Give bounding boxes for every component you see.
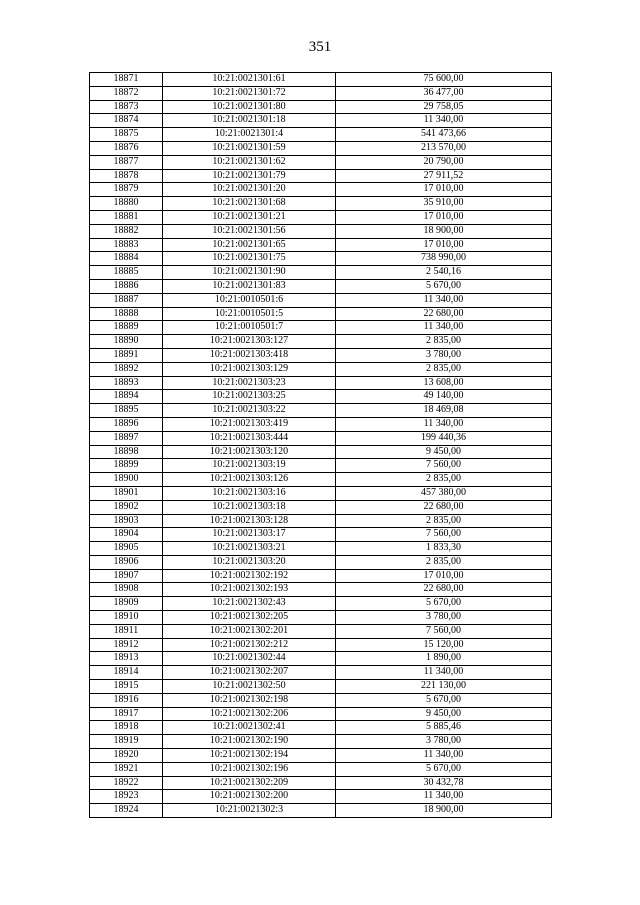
table-row (90, 362, 552, 376)
cadastral-number-cell: 10:21:0021301:65 (163, 238, 336, 252)
row-number-cell: 18890 (90, 335, 163, 349)
row-number-cell: 18910 (90, 611, 163, 625)
table-row (90, 141, 552, 155)
cadastral-number-cell: 10:21:0021303:418 (163, 348, 336, 362)
value-cell: 1 833,30 (336, 542, 552, 556)
cadastral-number-cell: 10:21:0021301:59 (163, 141, 336, 155)
cadastral-number-cell: 10:21:0021303:21 (163, 542, 336, 556)
row-number-cell: 18924 (90, 804, 163, 818)
table-row (90, 335, 552, 349)
value-cell: 3 780,00 (336, 611, 552, 625)
value-cell: 2 540,16 (336, 266, 552, 280)
row-number-cell: 18911 (90, 624, 163, 638)
table-row (90, 486, 552, 500)
cadastral-number-cell: 10:21:0021302:44 (163, 652, 336, 666)
row-number-cell: 18893 (90, 376, 163, 390)
cadastral-number-cell: 10:21:0021302:201 (163, 624, 336, 638)
row-number-cell: 18879 (90, 183, 163, 197)
table-row (90, 293, 552, 307)
cadastral-number-cell: 10:21:0021303:129 (163, 362, 336, 376)
value-cell: 2 835,00 (336, 362, 552, 376)
value-cell: 213 570,00 (336, 141, 552, 155)
row-number-cell: 18905 (90, 542, 163, 556)
row-number-cell: 18903 (90, 514, 163, 528)
table-row (90, 514, 552, 528)
value-cell: 30 432,78 (336, 776, 552, 790)
cadastral-number-cell: 10:21:0021302:196 (163, 762, 336, 776)
cadastral-number-cell: 10:21:0021302:200 (163, 790, 336, 804)
value-cell: 199 440,36 (336, 431, 552, 445)
value-cell: 2 835,00 (336, 555, 552, 569)
cadastral-number-cell: 10:21:0021301:62 (163, 155, 336, 169)
value-cell: 18 469,08 (336, 404, 552, 418)
table-row (90, 252, 552, 266)
value-cell: 36 477,00 (336, 86, 552, 100)
table-row (90, 569, 552, 583)
page-number: 351 (308, 39, 332, 55)
cadastral-number-cell: 10:21:0010501:6 (163, 293, 336, 307)
cadastral-number-cell: 10:21:0021303:444 (163, 431, 336, 445)
table-row (90, 197, 552, 211)
cadastral-number-cell: 10:21:0021303:18 (163, 500, 336, 514)
cadastral-number-cell: 10:21:0021301:21 (163, 210, 336, 224)
cadastral-number-cell: 10:21:0021303:22 (163, 404, 336, 418)
value-cell: 541 473,66 (336, 128, 552, 142)
row-number-cell: 18902 (90, 500, 163, 514)
value-cell: 2 835,00 (336, 514, 552, 528)
value-cell: 5 885,46 (336, 721, 552, 735)
cadastral-number-cell: 10:21:0021303:127 (163, 335, 336, 349)
cadastral-number-cell: 10:21:0021301:68 (163, 197, 336, 211)
table-row (90, 321, 552, 335)
row-number-cell: 18904 (90, 528, 163, 542)
table-row (90, 210, 552, 224)
value-cell: 7 560,00 (336, 624, 552, 638)
value-cell: 9 450,00 (336, 445, 552, 459)
value-cell: 11 340,00 (336, 666, 552, 680)
cadastral-number-cell: 10:21:0021302:50 (163, 680, 336, 694)
value-cell: 457 380,00 (336, 486, 552, 500)
value-cell: 27 911,52 (336, 169, 552, 183)
value-cell: 29 758,05 (336, 100, 552, 114)
table-row (90, 376, 552, 390)
row-number-cell: 18873 (90, 100, 163, 114)
cadastral-number-cell: 10:21:0021301:20 (163, 183, 336, 197)
value-cell: 5 670,00 (336, 762, 552, 776)
row-number-cell: 18917 (90, 707, 163, 721)
table-row (90, 307, 552, 321)
cadastral-number-cell: 10:21:0021303:16 (163, 486, 336, 500)
cadastral-number-cell: 10:21:0021303:19 (163, 459, 336, 473)
row-number-cell: 18892 (90, 362, 163, 376)
value-cell: 9 450,00 (336, 707, 552, 721)
cadastral-number-cell: 10:21:0021302:193 (163, 583, 336, 597)
cadastral-number-cell: 10:21:0021303:17 (163, 528, 336, 542)
value-cell: 738 990,00 (336, 252, 552, 266)
row-number-cell: 18900 (90, 473, 163, 487)
cadastral-number-cell: 10:21:0021301:56 (163, 224, 336, 238)
row-number-cell: 18921 (90, 762, 163, 776)
value-cell: 5 670,00 (336, 279, 552, 293)
cadastral-number-cell: 10:21:0021301:90 (163, 266, 336, 280)
table-row (90, 348, 552, 362)
row-number-cell: 18895 (90, 404, 163, 418)
row-number-cell: 18886 (90, 279, 163, 293)
row-number-cell: 18871 (90, 73, 163, 87)
table-row (90, 459, 552, 473)
table-row (90, 86, 552, 100)
value-cell: 20 790,00 (336, 155, 552, 169)
table-row (90, 776, 552, 790)
row-number-cell: 18908 (90, 583, 163, 597)
table-row (90, 183, 552, 197)
cadastral-number-cell: 10:21:0021301:75 (163, 252, 336, 266)
cadastral-number-cell: 10:21:0021302:190 (163, 735, 336, 749)
row-number-cell: 18909 (90, 597, 163, 611)
value-cell: 11 340,00 (336, 790, 552, 804)
cadastral-number-cell: 10:21:0021302:205 (163, 611, 336, 625)
table-row (90, 114, 552, 128)
value-cell: 5 670,00 (336, 693, 552, 707)
cadastral-number-cell: 10:21:0021302:207 (163, 666, 336, 680)
table-row (90, 652, 552, 666)
cadastral-number-cell: 10:21:0021303:20 (163, 555, 336, 569)
registry-table-body (90, 73, 552, 818)
cadastral-number-cell: 10:21:0021302:198 (163, 693, 336, 707)
table-row (90, 583, 552, 597)
value-cell: 2 835,00 (336, 473, 552, 487)
row-number-cell: 18913 (90, 652, 163, 666)
row-number-cell: 18889 (90, 321, 163, 335)
value-cell: 17 010,00 (336, 183, 552, 197)
table-row (90, 500, 552, 514)
row-number-cell: 18878 (90, 169, 163, 183)
table-row (90, 445, 552, 459)
table-row (90, 638, 552, 652)
cadastral-number-cell: 10:21:0021303:128 (163, 514, 336, 528)
cadastral-number-cell: 10:21:0021303:23 (163, 376, 336, 390)
row-number-cell: 18885 (90, 266, 163, 280)
row-number-cell: 18875 (90, 128, 163, 142)
value-cell: 22 680,00 (336, 500, 552, 514)
value-cell: 22 680,00 (336, 583, 552, 597)
value-cell: 17 010,00 (336, 569, 552, 583)
row-number-cell: 18914 (90, 666, 163, 680)
cadastral-number-cell: 10:21:0021301:18 (163, 114, 336, 128)
row-number-cell: 18877 (90, 155, 163, 169)
registry-table (89, 72, 552, 818)
row-number-cell: 18915 (90, 680, 163, 694)
cadastral-number-cell: 10:21:0021303:25 (163, 390, 336, 404)
value-cell: 22 680,00 (336, 307, 552, 321)
table-row (90, 128, 552, 142)
table-row (90, 707, 552, 721)
cadastral-number-cell: 10:21:0021302:194 (163, 749, 336, 763)
row-number-cell: 18916 (90, 693, 163, 707)
value-cell: 11 340,00 (336, 417, 552, 431)
value-cell: 11 340,00 (336, 321, 552, 335)
value-cell: 18 900,00 (336, 224, 552, 238)
cadastral-number-cell: 10:21:0010501:7 (163, 321, 336, 335)
table-row (90, 169, 552, 183)
cadastral-number-cell: 10:21:0021303:126 (163, 473, 336, 487)
row-number-cell: 18882 (90, 224, 163, 238)
cadastral-number-cell: 10:21:0021301:4 (163, 128, 336, 142)
row-number-cell: 18896 (90, 417, 163, 431)
row-number-cell: 18891 (90, 348, 163, 362)
cadastral-number-cell: 10:21:0021301:61 (163, 73, 336, 87)
row-number-cell: 18888 (90, 307, 163, 321)
row-number-cell: 18897 (90, 431, 163, 445)
value-cell: 35 910,00 (336, 197, 552, 211)
cadastral-number-cell: 10:21:0021301:79 (163, 169, 336, 183)
table-row (90, 790, 552, 804)
value-cell: 7 560,00 (336, 459, 552, 473)
table-row (90, 735, 552, 749)
row-number-cell: 18884 (90, 252, 163, 266)
cadastral-number-cell: 10:21:0021301:80 (163, 100, 336, 114)
row-number-cell: 18898 (90, 445, 163, 459)
cadastral-number-cell: 10:21:0021302:3 (163, 804, 336, 818)
row-number-cell: 18901 (90, 486, 163, 500)
value-cell: 2 835,00 (336, 335, 552, 349)
table-row (90, 680, 552, 694)
table-row (90, 528, 552, 542)
row-number-cell: 18923 (90, 790, 163, 804)
row-number-cell: 18920 (90, 749, 163, 763)
table-row (90, 762, 552, 776)
value-cell: 17 010,00 (336, 238, 552, 252)
row-number-cell: 18880 (90, 197, 163, 211)
cadastral-number-cell: 10:21:0021303:419 (163, 417, 336, 431)
table-row (90, 431, 552, 445)
table-row (90, 624, 552, 638)
value-cell: 11 340,00 (336, 114, 552, 128)
table-row (90, 238, 552, 252)
table-row (90, 555, 552, 569)
table-row (90, 804, 552, 818)
cadastral-number-cell: 10:21:0021303:120 (163, 445, 336, 459)
cadastral-number-cell: 10:21:0021302:209 (163, 776, 336, 790)
value-cell: 3 780,00 (336, 735, 552, 749)
value-cell: 18 900,00 (336, 804, 552, 818)
row-number-cell: 18918 (90, 721, 163, 735)
table-row (90, 666, 552, 680)
row-number-cell: 18912 (90, 638, 163, 652)
cadastral-number-cell: 10:21:0010501:5 (163, 307, 336, 321)
row-number-cell: 18922 (90, 776, 163, 790)
table-row (90, 100, 552, 114)
table-row (90, 155, 552, 169)
table-row (90, 721, 552, 735)
table-row (90, 73, 552, 87)
value-cell: 17 010,00 (336, 210, 552, 224)
table-row (90, 693, 552, 707)
cadastral-number-cell: 10:21:0021302:41 (163, 721, 336, 735)
cadastral-number-cell: 10:21:0021301:83 (163, 279, 336, 293)
table-row (90, 404, 552, 418)
value-cell: 11 340,00 (336, 293, 552, 307)
row-number-cell: 18874 (90, 114, 163, 128)
table-row (90, 473, 552, 487)
table-row (90, 749, 552, 763)
row-number-cell: 18872 (90, 86, 163, 100)
table-row (90, 611, 552, 625)
value-cell: 13 608,00 (336, 376, 552, 390)
value-cell: 75 600,00 (336, 73, 552, 87)
value-cell: 7 560,00 (336, 528, 552, 542)
value-cell: 15 120,00 (336, 638, 552, 652)
row-number-cell: 18894 (90, 390, 163, 404)
row-number-cell: 18906 (90, 555, 163, 569)
value-cell: 11 340,00 (336, 749, 552, 763)
value-cell: 221 130,00 (336, 680, 552, 694)
table-row (90, 597, 552, 611)
row-number-cell: 18876 (90, 141, 163, 155)
row-number-cell: 18919 (90, 735, 163, 749)
value-cell: 49 140,00 (336, 390, 552, 404)
row-number-cell: 18907 (90, 569, 163, 583)
row-number-cell: 18899 (90, 459, 163, 473)
value-cell: 5 670,00 (336, 597, 552, 611)
cadastral-number-cell: 10:21:0021302:192 (163, 569, 336, 583)
row-number-cell: 18881 (90, 210, 163, 224)
table-row (90, 266, 552, 280)
table-row (90, 542, 552, 556)
value-cell: 3 780,00 (336, 348, 552, 362)
table-row (90, 279, 552, 293)
row-number-cell: 18887 (90, 293, 163, 307)
table-row (90, 390, 552, 404)
cadastral-number-cell: 10:21:0021302:43 (163, 597, 336, 611)
cadastral-number-cell: 10:21:0021302:206 (163, 707, 336, 721)
cadastral-number-cell: 10:21:0021301:72 (163, 86, 336, 100)
table-row (90, 224, 552, 238)
cadastral-number-cell: 10:21:0021302:212 (163, 638, 336, 652)
table-row (90, 417, 552, 431)
value-cell: 1 890,00 (336, 652, 552, 666)
row-number-cell: 18883 (90, 238, 163, 252)
